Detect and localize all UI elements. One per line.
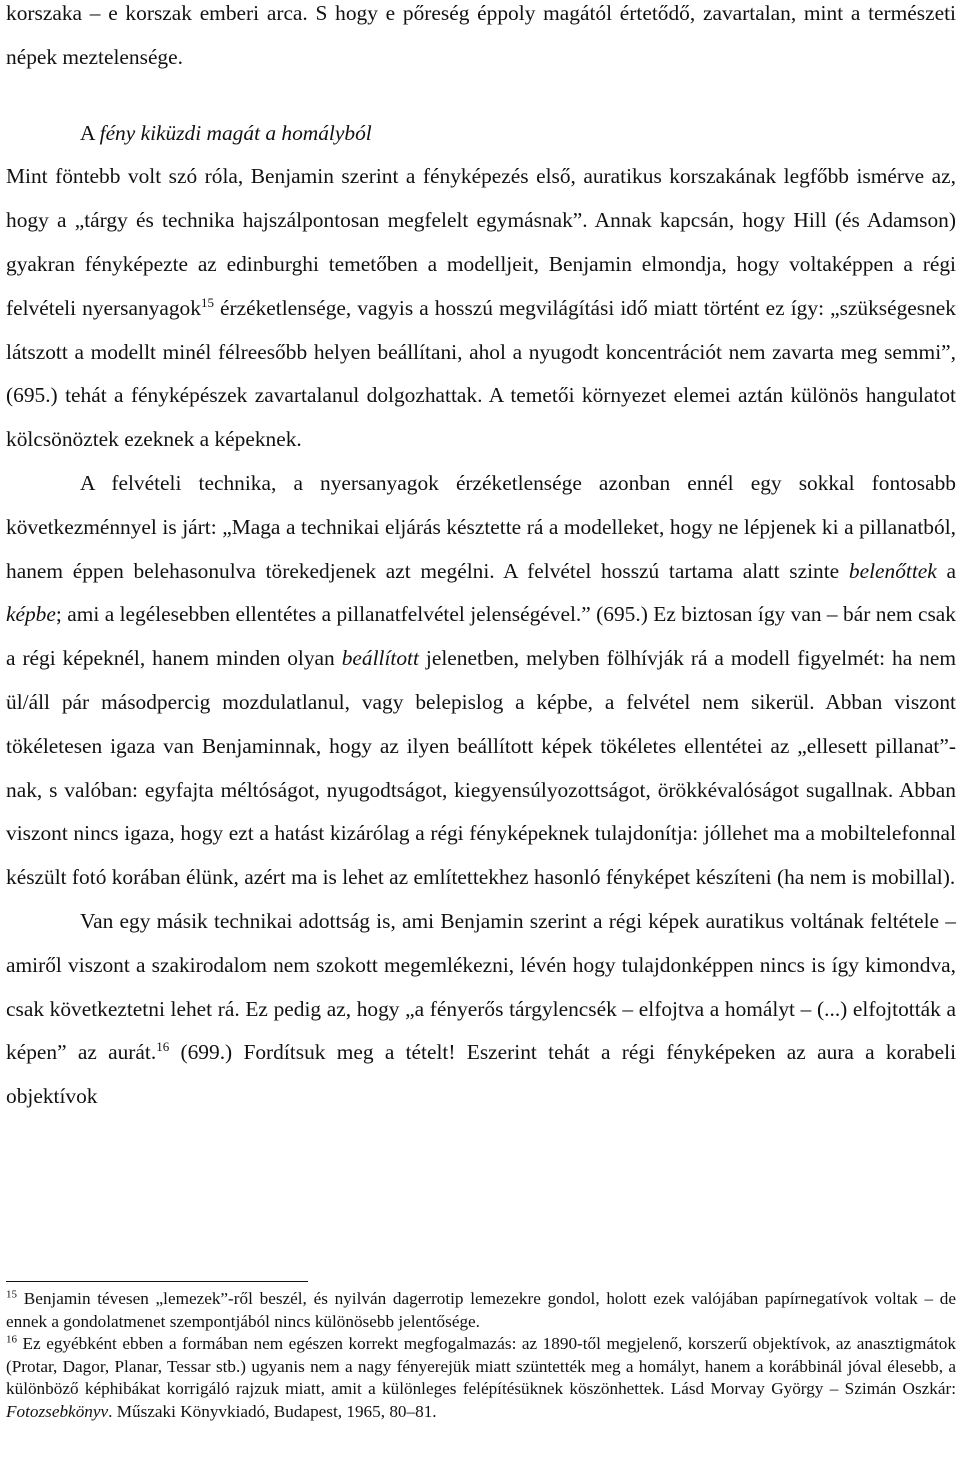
paragraph-text: érzéketlensége, vagyis a hosszú megvilágítási idő miatt történt ez így: „szükségesnek látszott a modellt minél félreesőbb helyen beállítani, ahol a nyugodt koncentrációt nem zavarta meg semmi”, (695.) tehát a fényképészek zavartalanul dolgozhattak. A temetői környezet elemei aztán különös hangulatot kölcsönöztek ezeknek a képeknek.: [6, 295, 957, 452]
continued-paragraph: [6, 0, 956, 80]
paragraph-text: korszaka – e korszak emberi arca. S hogy e pőreség éppoly magától értetődő, zavartalan, mint a természeti népek meztelensége.: [6, 1, 956, 69]
footnote-reference-16[interactable]: 16: [156, 1039, 170, 1055]
heading-prefix: A: [80, 120, 100, 145]
footnote-15: [6, 1288, 956, 1333]
footnote-text: Benjamin tévesen „lemezek”-ről beszél, és nyilván dagerrotip lemezekre gondol, holott ezek valójában papírnegatívok voltak – de ennek a gondolatmenet szempontjából nincs különösebb jelentősége.: [6, 1289, 956, 1331]
footnotes: [6, 1281, 956, 1423]
body-text: [6, 0, 956, 1119]
paragraph-2: [6, 462, 956, 900]
footnote-text: . Műszaki Könyvkiadó, Budapest, 1965, 80–81.: [108, 1401, 437, 1421]
paragraph-text: A felvételi technika, a nyersanyagok érzéketlensége azonban ennél egy sokkal fontosabb következménnyel is járt: „Maga a technikai eljárás késztette rá a modelleket, hogy ne lépjenek ki a pillanatból, hanem éppen belehasonulva törekedjenek azt megélni. A felvétel hosszú tartama alatt szinte: [6, 470, 956, 583]
paragraph-text: jelenetben, melyben fölhívják rá a modell figyelmét: ha nem ül/áll pár másodpercig mozdulatlanul, vagy belepislog a képbe, a felvétel nem sikerül. Abban viszont tökéletesen igaza van Benjaminnak, hogy az ilyen beállított képek tökéletes ellentétei az „ellesett pillanat”-nak, s valóban: egyfajta méltóságot, nyugodtságot, kiegyensúlyozottságot, örökkévalóságot sugallnak. Abban viszont nincs igaza, hogy ezt a hatást kizárólag a régi fényképeknek tulajdonítja: jóllehet ma a mobiltelefonnal készült fotó korában élünk, azért ma is lehet az említettekhez hasonló fényképet készíteni (ha nem is mobillal).: [6, 646, 957, 890]
paragraph-3: [6, 900, 956, 1119]
italic-term: belenőttek: [848, 558, 937, 583]
paragraph-text: Mint föntebb volt szó róla, Benjamin szerint a fényképezés első, auratikus korszakának legfőbb ismérve az, hogy a „tárgy és technika hajszálpontosan megfelelt egymásnak”. Annak kapcsán, hogy Hill (és Adamson) gyakran fényképezte az edinburghi temetőben a modelljeit, Benjamin elmondja, hogy voltaképpen a régi felvételi nyersanyagok: [6, 164, 956, 320]
paragraph-text: a: [936, 558, 956, 583]
heading-italic-text: fény kiküzdi magát a homályból: [99, 120, 372, 145]
paragraph-text: Van egy másik technikai adottság is, ami Benjamin szerint a régi képek auratikus voltának feltétele – amiről viszont a szakirodalom nem szokott megemlékezni, lévén hogy tulajdonképpen nincs is így kimondva, csak következtetni lehet rá. Ez pedig az, hogy „a fényerős tárgylencsék – elfojtva a homályt – (...) elfojtották a képen” az aurát.: [6, 908, 956, 1065]
footnote-reference-15[interactable]: 15: [200, 294, 214, 310]
paragraph-text: ; ami a legélesebben ellentétes a pillanatfelvétel jelenségével.” (695.) Ez biztosan így van – bár nem csak a régi képeknél, hanem minden olyan: [6, 602, 956, 671]
italic-term: beállított: [341, 646, 419, 671]
paragraph-1: [6, 155, 956, 462]
footnote-book-title: Fotozsebkönyv: [6, 1401, 109, 1421]
section-heading: [6, 112, 956, 156]
footnote-text: Ez egyébként ebben a formában nem egészen korrekt megfogalmazás: az 1890-től megjelenő, korszerű objektívok, az anasztigmátok (Protar, Dagor, Planar, Tessar stb.) ugyanis nem a nagy fényerejük miatt szüntették meg a homályt, hanem a korábbinál jóval élesebb, a különböző képhibákat korrigáló rajzuk miatt, amit a különleges felépítésüknek köszönhettek. Lásd Morvay György – Szimán Oszkár:: [6, 1334, 956, 1398]
footnote-number: 15: [6, 1288, 17, 1301]
footnote-separator: [6, 1281, 308, 1282]
footnote-16: [6, 1333, 956, 1423]
italic-term: képbe: [6, 602, 56, 627]
paragraph-text: (699.) Fordítsuk meg a tételt! Eszerint tehát a régi fényképeken az aura a korabeli objektívok: [6, 1040, 957, 1109]
footnote-number: 16: [6, 1333, 17, 1346]
